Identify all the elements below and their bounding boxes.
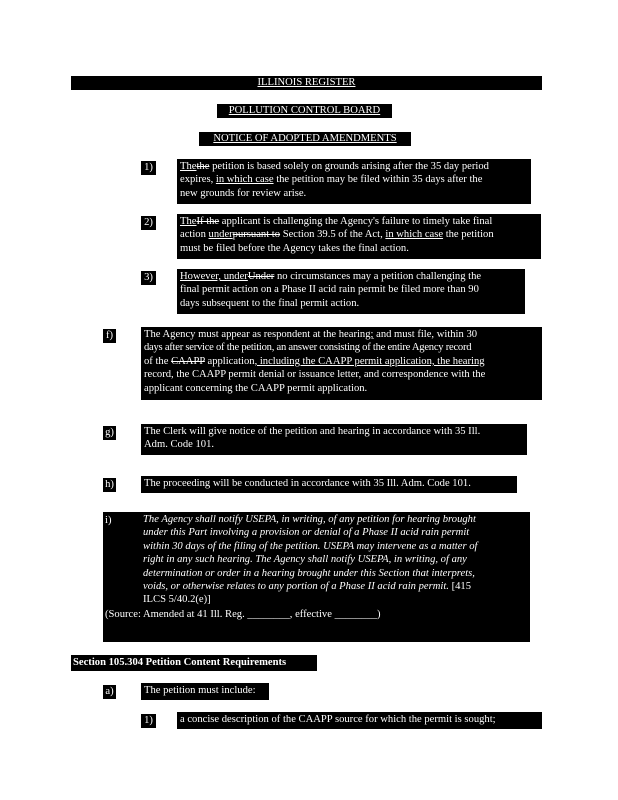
section-a-text: The petition must include: — [141, 683, 269, 700]
item-f-line-4: record, the CAAPP permit denial or issuance letter, and correspondence with the — [144, 369, 486, 381]
item-3-line-3: days subsequent to the final permit action. — [180, 297, 360, 309]
item-1-line-1: Thethe petition is based solely on grounds arising after the 35 day period — [180, 161, 489, 172]
item-h-line-1: The proceeding will be conducted in accordance with 35 Ill. Adm. Code 101. — [144, 478, 471, 489]
item-i-text — [143, 513, 528, 607]
item-i-marker: i) — [105, 515, 112, 526]
section-heading: Section 105.304 Petition Content Requirements — [71, 655, 317, 671]
item-i-line-3: within 30 days of the filing of the petition. USEPA may intervene as a matter of — [143, 540, 478, 552]
item-g-marker: g) — [103, 426, 116, 440]
item-3-text — [177, 269, 525, 314]
register-title: ILLINOIS REGISTER — [71, 76, 542, 90]
item-h-text — [141, 476, 517, 493]
item-f-line-2: days after service of the petition, an answer consisting of the entire Agency record — [144, 342, 472, 354]
item-f-line-1: The Agency must appear as respondent at the hearing; and must file, within 30 — [144, 329, 478, 340]
item-f-marker: f) — [103, 329, 116, 343]
item-3-marker: 3) — [141, 271, 156, 285]
item-1-marker: 1) — [141, 161, 156, 175]
item-3-line-1: However, underUnder no circumstances may a petition challenging the — [180, 271, 482, 282]
item-i-line-6: voids, or otherwise relates to any portion of a Phase II acid rain permit. [415 — [143, 581, 471, 593]
item-1-line-2: expires, in which case the petition may be filed within 35 days after the — [180, 174, 483, 186]
item-i-line-1: The Agency shall notify USEPA, in writing, of any petition for hearing brought — [143, 514, 476, 525]
item-2-line-2: action underpursuant to Section 39.5 of the Act, in which case the petition — [180, 229, 494, 241]
item-3-line-2: final permit action on a Phase II acid rain permit be filed more than 90 — [180, 284, 479, 296]
item-f-line-3: of the CAAPP application, including the CAAPP permit application, the hearing — [144, 355, 485, 367]
item-f-line-5: applicant concerning the CAAPP permit application. — [144, 382, 368, 394]
notice-title: NOTICE OF ADOPTED AMENDMENTS — [199, 132, 411, 146]
item-2-line-3: must be filed before the Agency takes the final action. — [180, 242, 409, 254]
item-1-line-3: new grounds for review arise. — [180, 187, 307, 199]
board-title: POLLUTION CONTROL BOARD — [217, 104, 392, 118]
item-g-text — [141, 424, 527, 455]
item-g-line-2: Adm. Code 101. — [144, 439, 215, 451]
item-g-line-1: The Clerk will give notice of the petition and hearing in accordance with 35 Ill. — [144, 426, 481, 437]
item-i-line-7: ILCS 5/40.2(e)] — [143, 594, 211, 606]
item-1-text — [177, 159, 531, 204]
item-2-text — [177, 214, 541, 259]
item-i-line-2: under this Part involving a provision or denial of a Phase II acid rain permit — [143, 527, 470, 539]
item-i-line-5: determination or order in a hearing brought under this Section that interprets, — [143, 567, 475, 579]
item-h-marker: h) — [103, 478, 116, 492]
item-i-block — [103, 512, 530, 642]
item-i-line-4: right in any such hearing. The Agency shall notify USEPA, in writing, of any — [143, 554, 467, 566]
source-note: (Source: Amended at 41 Ill. Reg. ________, effective ________) — [105, 608, 381, 620]
section-a1-text: a concise description of the CAAPP source for which the permit is sought; — [177, 712, 542, 729]
item-2-marker: 2) — [141, 216, 156, 230]
item-2-line-1: TheIf the applicant is challenging the Agency's failure to timely take final — [180, 216, 493, 227]
section-a1-marker: 1) — [141, 714, 156, 728]
item-f-text — [141, 327, 542, 400]
section-a-marker: a) — [103, 685, 116, 699]
